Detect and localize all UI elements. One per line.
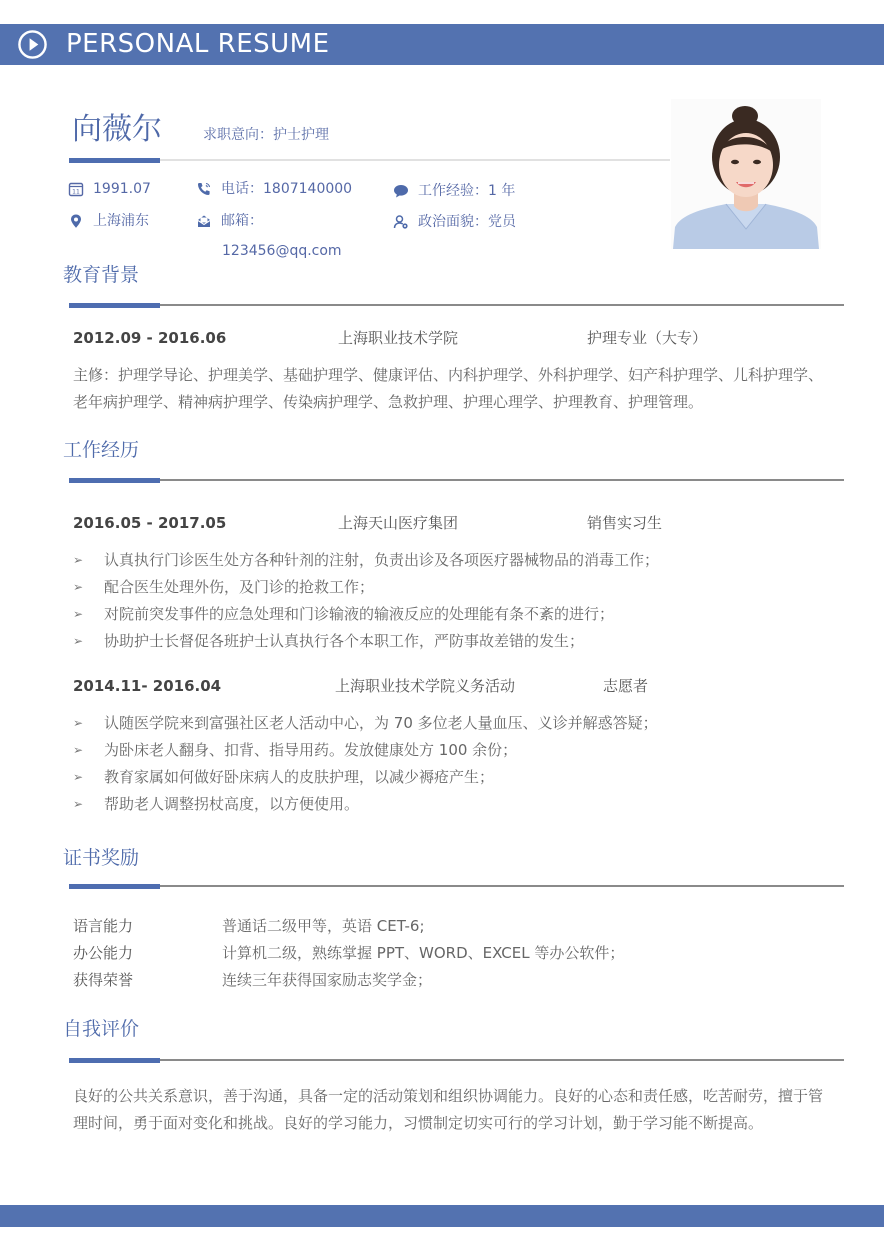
email-info — [196, 211, 263, 231]
section-title-education: 教育背景 — [63, 264, 140, 286]
cert-value: 连续三年获得国家励志奖学金； — [222, 971, 433, 989]
candidate-name: 向薇尔 — [72, 112, 162, 147]
section-title-self-evaluation: 自我评价 — [63, 1018, 140, 1040]
cert-value: 普通话二级甲等，英语 CET-6; — [222, 917, 425, 935]
profile-photo — [671, 99, 821, 249]
location: 上海浦东 — [93, 213, 149, 229]
phone-info — [196, 179, 352, 199]
user-badge-icon — [393, 214, 409, 230]
cert-label: 办公能力 — [73, 944, 134, 962]
arrow-bullet-icon: ➢ — [73, 797, 84, 811]
job-bullet: ➢ 协助护士长督促各班护士认真执行各个本职工作，严防事故差错的发生； — [73, 632, 585, 650]
header-bar — [0, 24, 884, 65]
job-bullet: ➢ 对院前突发事件的应急处理和门诊输液的输液反应的处理能有条不紊的进行； — [73, 605, 615, 623]
job-role: 销售实习生 — [587, 514, 663, 532]
speech-bubble-icon — [393, 183, 409, 199]
calendar-icon — [68, 181, 84, 197]
job-period: 2016.05 - 2017.05 — [73, 514, 227, 532]
section-divider — [160, 885, 844, 887]
section-divider — [160, 479, 844, 481]
section-title-certificates: 证书奖励 — [63, 847, 140, 869]
mail-icon — [196, 213, 212, 229]
section-divider — [160, 304, 844, 306]
job-period: 2014.11- 2016.04 — [73, 677, 222, 695]
education-period: 2012.09 - 2016.06 — [73, 329, 227, 347]
cert-label: 获得荣誉 — [73, 971, 134, 989]
job-intent: 求职意向：护士护理 — [203, 127, 329, 143]
job-bullet: ➢ 教育家属如何做好卧床病人的皮肤护理，以减少褥疮产生； — [73, 768, 495, 786]
name-divider-accent — [69, 158, 160, 163]
arrow-bullet-icon: ➢ — [73, 580, 84, 594]
resume-title: PERSONAL RESUME — [66, 29, 330, 59]
arrow-bullet-icon: ➢ — [73, 770, 84, 784]
arrow-bullet-icon: ➢ — [73, 553, 84, 567]
portrait-image — [671, 99, 821, 249]
phone-icon — [196, 181, 212, 197]
arrow-bullet-icon: ➢ — [73, 743, 84, 757]
birth-info — [68, 179, 151, 199]
political-status: 政治面貌：党员 — [418, 214, 516, 230]
job-bullet: ➢ 为卧床老人翻身、扣背、指导用药。发放健康处方 100 余份； — [73, 741, 518, 759]
education-school: 上海职业技术学院 — [338, 329, 459, 347]
politics-info — [393, 212, 516, 232]
location-info — [68, 211, 149, 231]
arrow-bullet-icon: ➢ — [73, 634, 84, 648]
footer-bar — [0, 1205, 884, 1227]
self-evaluation-text: 良好的公共关系意识，善于沟通，具备一定的活动策划和组织协调能力。良好的心态和责任感，吃苦耐劳，擅于管理时间，勇于面对变化和挑战。良好的学习能力，习惯制定切实可行的学习计划，勤于学习能不断提高。 — [73, 1087, 824, 1132]
job-bullet: ➢ 帮助老人调整拐杖高度，以方便使用。 — [73, 795, 360, 813]
job-org: 上海天山医疗集团 — [338, 514, 459, 532]
birth-date: 1991.07 — [93, 181, 151, 197]
job-bullet: ➢ 配合医生处理外伤，及门诊的抢救工作； — [73, 578, 375, 596]
job-bullet: ➢ 认随医学院来到富强社区老人活动中心，为 70 多位老人量血压、义诊并解惑答疑； — [73, 714, 658, 732]
play-circle-icon — [17, 29, 48, 60]
location-pin-icon — [68, 213, 84, 229]
email-label: 邮箱： — [221, 213, 263, 229]
cert-label: 语言能力 — [73, 917, 134, 935]
cert-value: 计算机二级，熟练掌握 PPT、WORD、EXCEL 等办公软件； — [222, 944, 625, 962]
job-org: 上海职业技术学院义务活动 — [335, 677, 516, 695]
work-experience: 工作经验：1 年 — [418, 183, 516, 199]
section-divider — [160, 1059, 844, 1061]
name-divider — [160, 159, 670, 161]
phone: 电话：1807140000 — [221, 181, 353, 197]
section-divider-accent — [69, 1058, 160, 1063]
section-divider-accent — [69, 884, 160, 889]
job-role: 志愿者 — [603, 677, 649, 695]
education-courses: 主修：护理学导论、护理美学、基础护理学、健康评估、内科护理学、外科护理学、妇产科护理学、儿科护理学、老年病护理学、精神病护理学、传染病护理学、急救护理、护理心理学、护理教育、护理管理。 — [73, 366, 824, 411]
section-divider-accent — [69, 303, 160, 308]
arrow-bullet-icon: ➢ — [73, 607, 84, 621]
svg-text:11: 11 — [72, 188, 80, 196]
arrow-bullet-icon: ➢ — [73, 716, 84, 730]
job-bullet: ➢ 认真执行门诊医生处方各种针剂的注射，负责出诊及各项医疗器械物品的消毒工作； — [73, 551, 660, 569]
experience-info — [393, 181, 515, 201]
email-address: 123456@qq.com — [222, 243, 342, 259]
education-major: 护理专业（大专） — [587, 329, 708, 347]
section-divider-accent — [69, 478, 160, 483]
section-title-work: 工作经历 — [63, 439, 140, 461]
